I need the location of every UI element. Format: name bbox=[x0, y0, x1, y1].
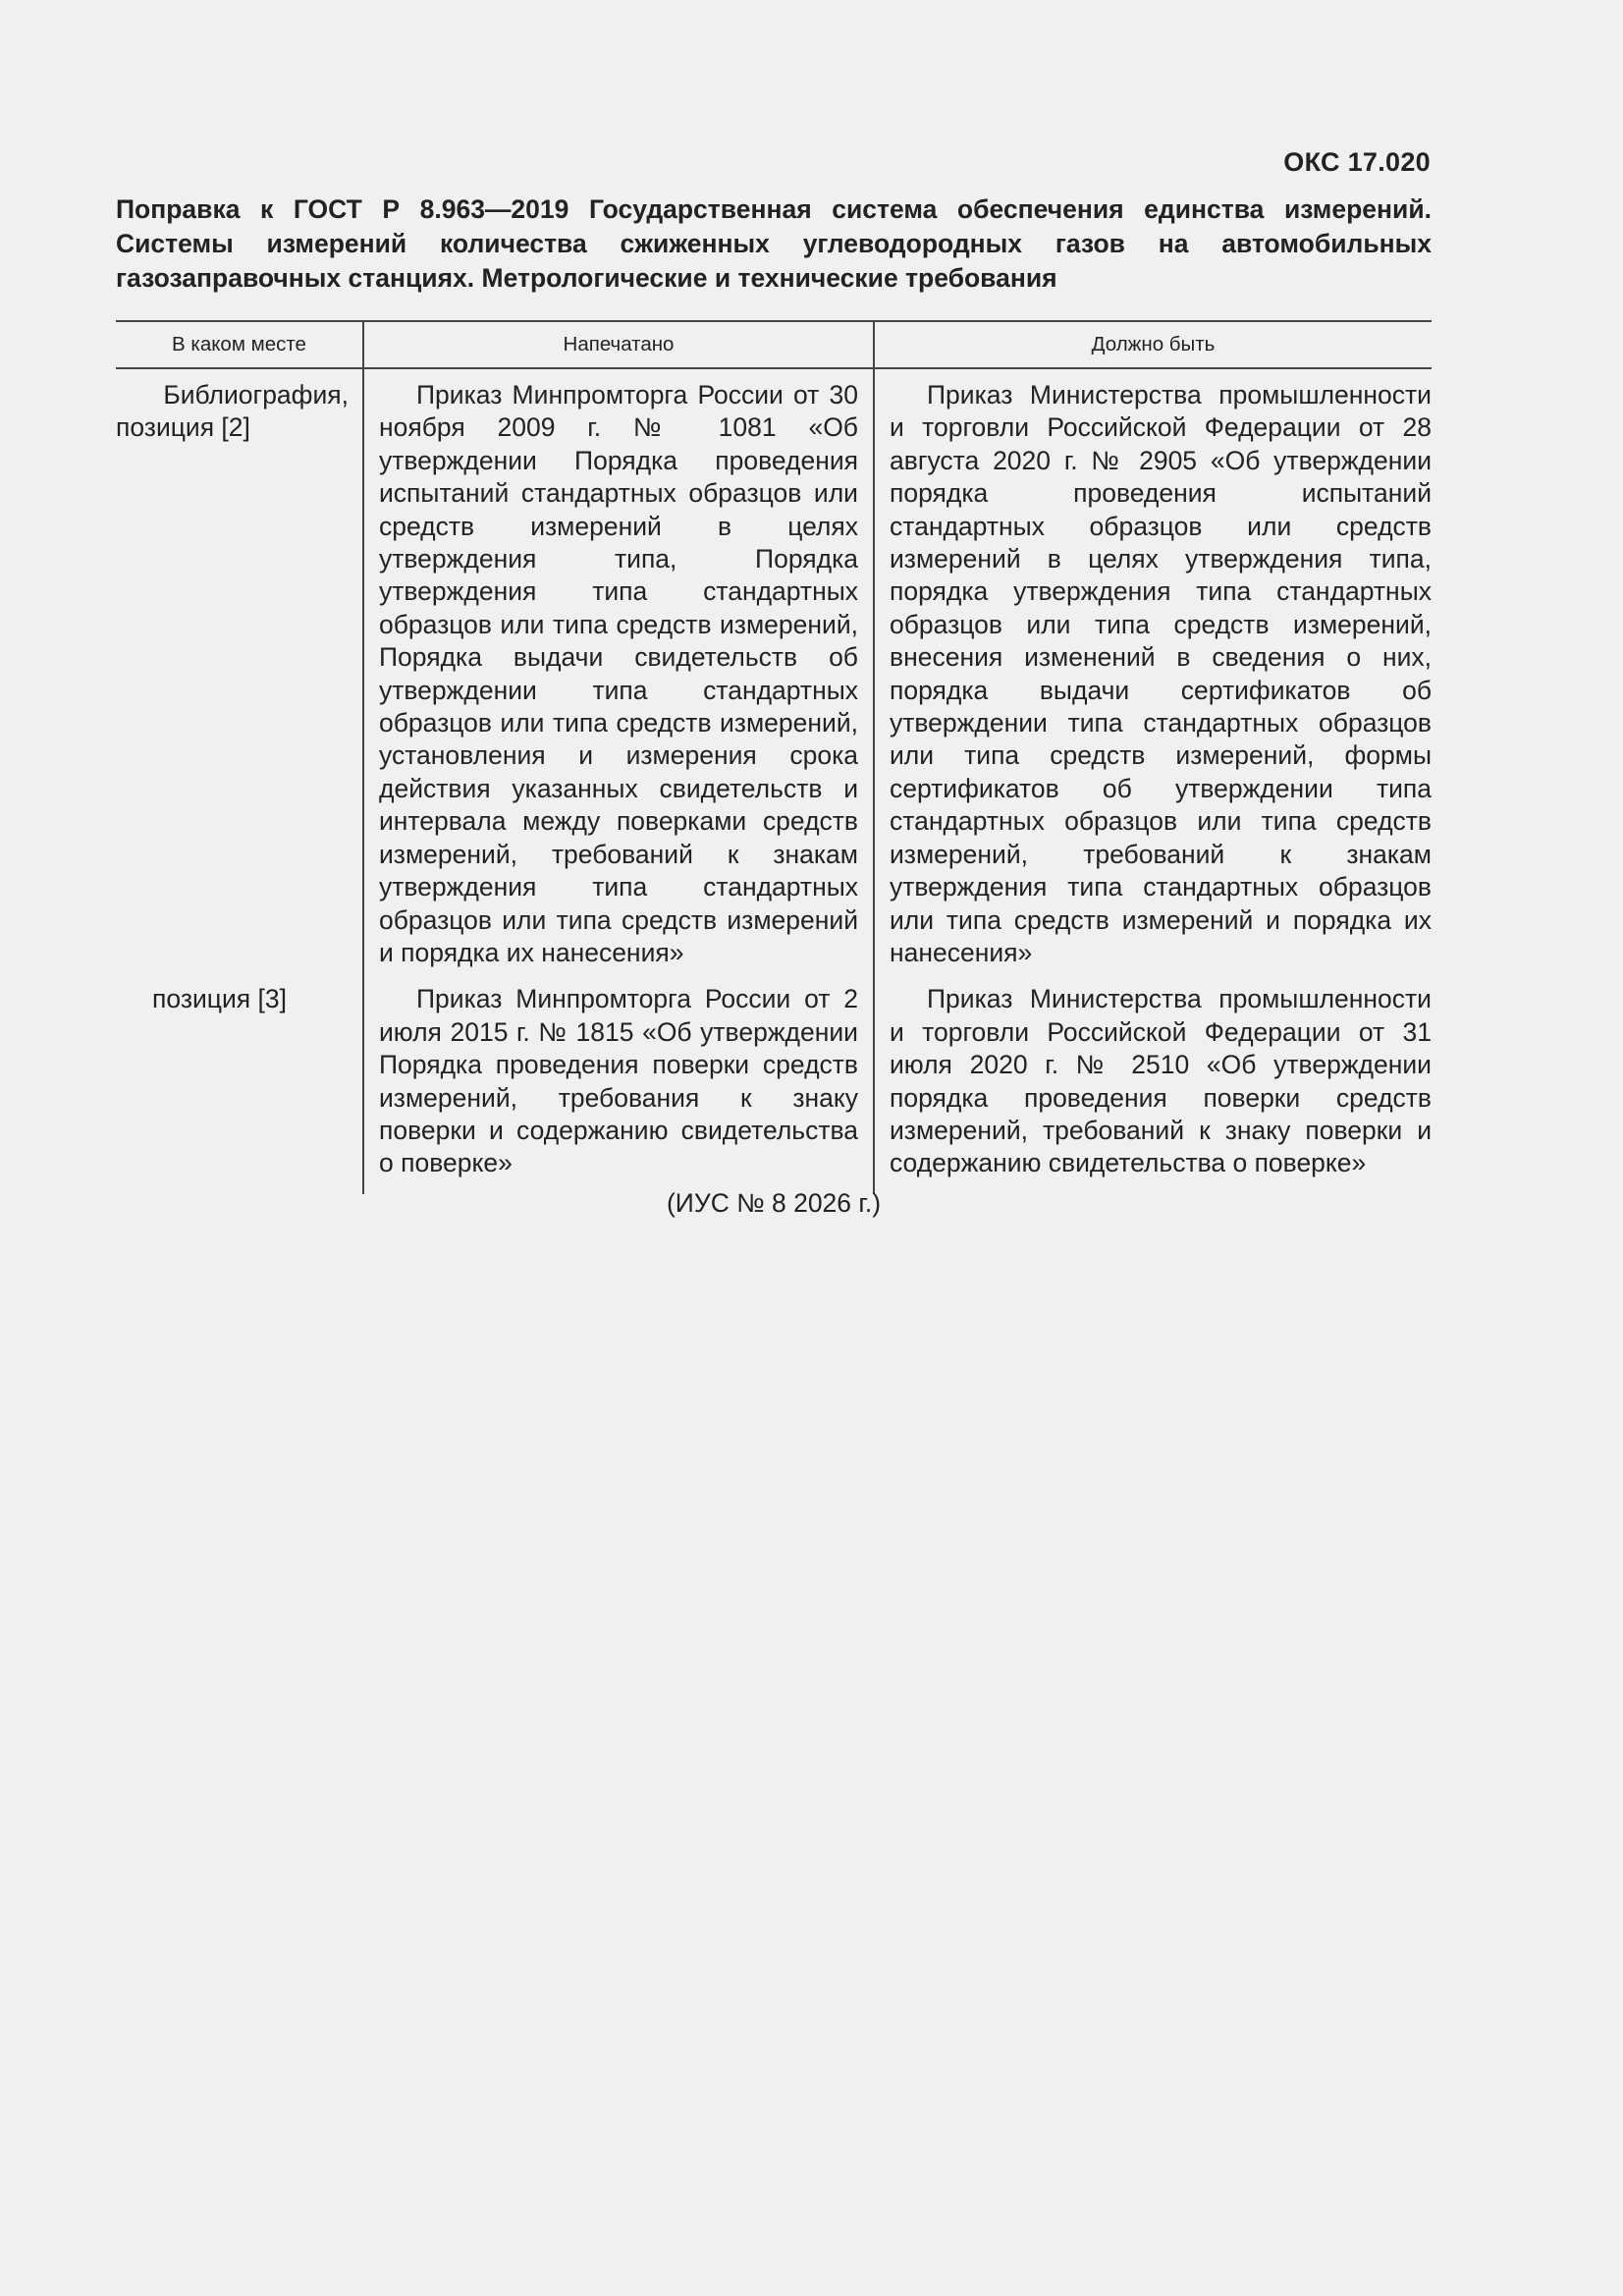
amendment-table-wrapper bbox=[116, 320, 1432, 1194]
cell-should-be: Приказ Министерства промышленности и торговли Российской Федерации от 31 июля 2020 г. № 2510 «Об утверждении порядка проведения поверки средств измерений, требований к знаку поверки и содержанию свидетельства о поверке» bbox=[874, 983, 1432, 1193]
cell-printed: Приказ Минпромторга России от 30 ноября 2009 г. № 1081 «Об утверждении Порядка проведения испытаний стандартных образцов или средств измерений в целях утверждения типа, Порядка утверждения типа стандартных образцов или типа средств измерений, Порядка выдачи свидетельств об утверждении типа стандартных образцов или типа средств измерений, установления и измерения срока действия указанных свидетельств и интервала между поверками средств измерений, требований к знакам утверждения типа стандартных образцов или типа средств измерений и порядка их нанесения» bbox=[363, 368, 874, 983]
column-header-should-be: Должно быть bbox=[874, 321, 1432, 368]
column-header-printed: Напечатано bbox=[363, 321, 874, 368]
table-row bbox=[116, 983, 1432, 1193]
table-header-row bbox=[116, 321, 1432, 368]
cell-place bbox=[116, 368, 363, 983]
cell-place: позиция [3] bbox=[152, 984, 287, 1014]
table-row bbox=[116, 368, 1432, 983]
amendment-table bbox=[116, 320, 1432, 1194]
oks-code: ОКС 17.020 bbox=[1283, 147, 1431, 177]
place-line-2: позиция [2] bbox=[116, 412, 250, 443]
column-header-place: В каком месте bbox=[116, 321, 363, 368]
place-line-1: Библиография, bbox=[163, 380, 349, 410]
amendment-title: Поправка к ГОСТ Р 8.963—2019 Государственная система обеспечения единства измерений. Системы измерений количества сжиженных углеводородных газов на автомобильных газозаправочных станциях. Метрологические и технические требования bbox=[116, 194, 1432, 293]
cell-should-be: Приказ Министерства промышленности и торговли Российской Федерации от 28 августа 2020 г. № 2905 «Об утверждении порядка проведения испытаний стандартных образцов или средств измерений в целях утверждения типа, порядка утверждения типа стандартных образцов или типа средств измерений, внесения изменений в сведения о них, порядка выдачи сертификатов об утверждении типа стандартных образцов или типа средств измерений, формы сертификатов об утверждении типа стандартных образцов или типа средств измерений, требований к знакам утверждения типа стандартных образцов или типа средств измерений и порядка их нанесения» bbox=[874, 368, 1432, 983]
ius-reference: (ИУС № 8 2026 г.) bbox=[666, 1188, 882, 1218]
cell-printed: Приказ Минпромторга России от 2 июля 2015 г. № 1815 «Об утверждении Порядка проведения поверки средств измерений, требования к знаку поверки и содержанию свидетельства о поверке» bbox=[363, 983, 874, 1193]
